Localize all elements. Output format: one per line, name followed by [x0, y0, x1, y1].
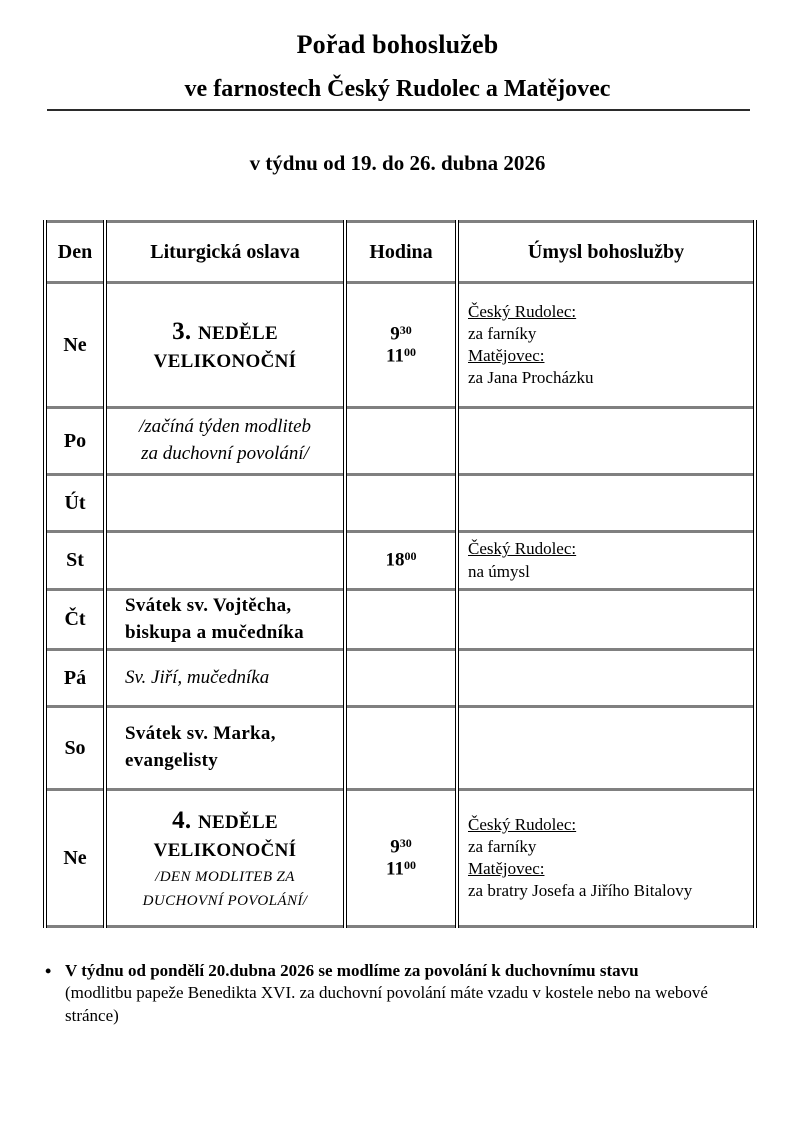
- schedule-table-head: [45, 222, 755, 283]
- intention-text: za bratry Josefa a Jiřího Bitalovy: [468, 881, 693, 901]
- hour-value: 11: [386, 345, 404, 367]
- day-cell: So: [45, 707, 105, 790]
- day-cell: Út: [45, 475, 105, 532]
- header-divider: [47, 109, 750, 111]
- table-row: [45, 707, 755, 790]
- hour-entry: [386, 345, 416, 367]
- day-cell: Ne: [45, 790, 105, 927]
- intentions-cell: [457, 590, 755, 650]
- intentions-wrap: [459, 814, 753, 902]
- hours-wrap: [347, 323, 455, 368]
- hour-value: 11: [386, 858, 404, 880]
- hours-wrap: [347, 836, 455, 881]
- intention-place: Český Rudolec:: [468, 814, 577, 834]
- intentions-cell: [457, 475, 755, 532]
- day-cell: Ne: [45, 283, 105, 408]
- prayer-note-bold: V týdnu od pondělí 20.dubna 2026 se modlíme za povolání k duchovnímu stavu: [65, 961, 639, 980]
- intention-text: za Jana Procházku: [468, 368, 594, 388]
- intentions-wrap: [459, 538, 753, 582]
- week-range: v týdnu od 19. do 26. dubna 2026: [249, 151, 546, 175]
- table-row: [45, 283, 755, 408]
- intention-text: za farníky: [468, 323, 537, 343]
- hour-minutes-superscript: 00: [403, 345, 416, 359]
- celebration-cell: [105, 408, 345, 475]
- hours-cell: [345, 650, 457, 707]
- intention-block: [468, 345, 753, 389]
- hours-cell: [345, 283, 457, 408]
- celebration-line: DUCHOVNÍ POVOLÁNÍ/: [142, 892, 308, 909]
- intention-block: [468, 538, 753, 582]
- celebration-line: Sv. Jiří, mučedníka: [125, 666, 270, 688]
- celebration-line: evangelisty: [125, 750, 219, 771]
- intentions-cell: [457, 650, 755, 707]
- celebration-cell: [105, 475, 345, 532]
- hour-entry: [390, 323, 412, 345]
- intention-place: Matějovec:: [468, 859, 545, 878]
- celebration-line: Svátek sv. Vojtěcha,: [125, 594, 292, 616]
- hour-minutes-superscript: 00: [404, 549, 417, 564]
- celebration-line: VELIKONOČNÍ: [153, 351, 297, 373]
- intentions-cell: [457, 283, 755, 408]
- intention-place: Český Rudolec:: [468, 539, 577, 559]
- hour-entry: [386, 858, 416, 880]
- hour-value: 9: [390, 323, 400, 344]
- hour-minutes-superscript: 00: [403, 858, 416, 872]
- day-cell: Pá: [45, 650, 105, 707]
- celebration-cell: [105, 283, 345, 408]
- intentions-wrap: [459, 301, 753, 389]
- intention-text: za farníky: [468, 836, 537, 856]
- hour-minutes-superscript: 30: [399, 322, 412, 337]
- document-header: [0, 30, 795, 176]
- hour-value: 18: [385, 549, 405, 571]
- celebration-line: biskupa a mučedníka: [125, 621, 304, 643]
- day-cell: St: [45, 532, 105, 590]
- intention-text: na úmysl: [468, 561, 530, 581]
- hours-cell: [345, 475, 457, 532]
- hour-value: 9: [390, 836, 400, 857]
- hours-cell: [345, 532, 457, 590]
- prayer-note-text: [65, 960, 740, 1027]
- hour-entry: [386, 549, 417, 571]
- hours-cell: [345, 408, 457, 475]
- column-header: Liturgická oslava: [105, 222, 345, 283]
- column-header: Úmysl bohoslužby: [457, 222, 755, 283]
- table-row: [45, 408, 755, 475]
- table-row: [45, 475, 755, 532]
- header-row: [45, 222, 755, 283]
- celebration-number: 3.: [172, 318, 198, 346]
- celebration-line: za duchovní povolání/: [141, 443, 309, 464]
- intentions-cell: [457, 790, 755, 927]
- celebration-line: /začíná týden modliteb: [138, 416, 312, 438]
- hours-wrap: [347, 549, 455, 571]
- intention-block: [468, 301, 753, 345]
- celebration-line: 3. NEDĚLE: [172, 318, 278, 346]
- celebration-cell: [105, 790, 345, 927]
- hour-entry: [390, 836, 412, 858]
- page-subtitle: ve farnostech Český Rudolec a Matějovec: [184, 76, 611, 102]
- celebration-line: /DEN MODLITEB ZA: [155, 868, 295, 885]
- day-cell: Čt: [45, 590, 105, 650]
- bullet-icon: •: [45, 961, 52, 981]
- table-row: [45, 590, 755, 650]
- hours-cell: [345, 590, 457, 650]
- intentions-cell: [457, 532, 755, 590]
- celebration-line: 4. NEDĚLE: [172, 807, 278, 835]
- intention-block: [468, 858, 753, 902]
- intentions-cell: [457, 707, 755, 790]
- celebration-cell: [105, 707, 345, 790]
- prayer-note: [45, 960, 740, 1027]
- day-cell: Po: [45, 408, 105, 475]
- prayer-note-rest: (modlitbu papeže Benedikta XVI. za duchovní povolání máte vzadu v kostele nebo na webové stránce): [65, 983, 708, 1025]
- column-header: Hodina: [345, 222, 457, 283]
- schedule-table: [43, 220, 757, 928]
- hours-cell: [345, 790, 457, 927]
- celebration-number: 4.: [172, 807, 198, 835]
- intention-place: Český Rudolec:: [468, 301, 577, 321]
- schedule-table-body: [45, 283, 755, 927]
- celebration-line: Svátek sv. Marka,: [125, 723, 276, 745]
- page-title: Pořad bohoslužeb: [296, 30, 499, 59]
- celebration-line: VELIKONOČNÍ: [153, 840, 297, 862]
- celebration-cell: [105, 650, 345, 707]
- intentions-cell: [457, 408, 755, 475]
- column-header: Den: [45, 222, 105, 283]
- table-row: [45, 532, 755, 590]
- intention-block: [468, 814, 753, 858]
- celebration-cell: [105, 532, 345, 590]
- celebration-cell: [105, 590, 345, 650]
- hours-cell: [345, 707, 457, 790]
- table-row: [45, 650, 755, 707]
- intention-place: Matějovec:: [468, 346, 545, 365]
- hour-minutes-superscript: 30: [399, 835, 412, 850]
- table-row: [45, 790, 755, 927]
